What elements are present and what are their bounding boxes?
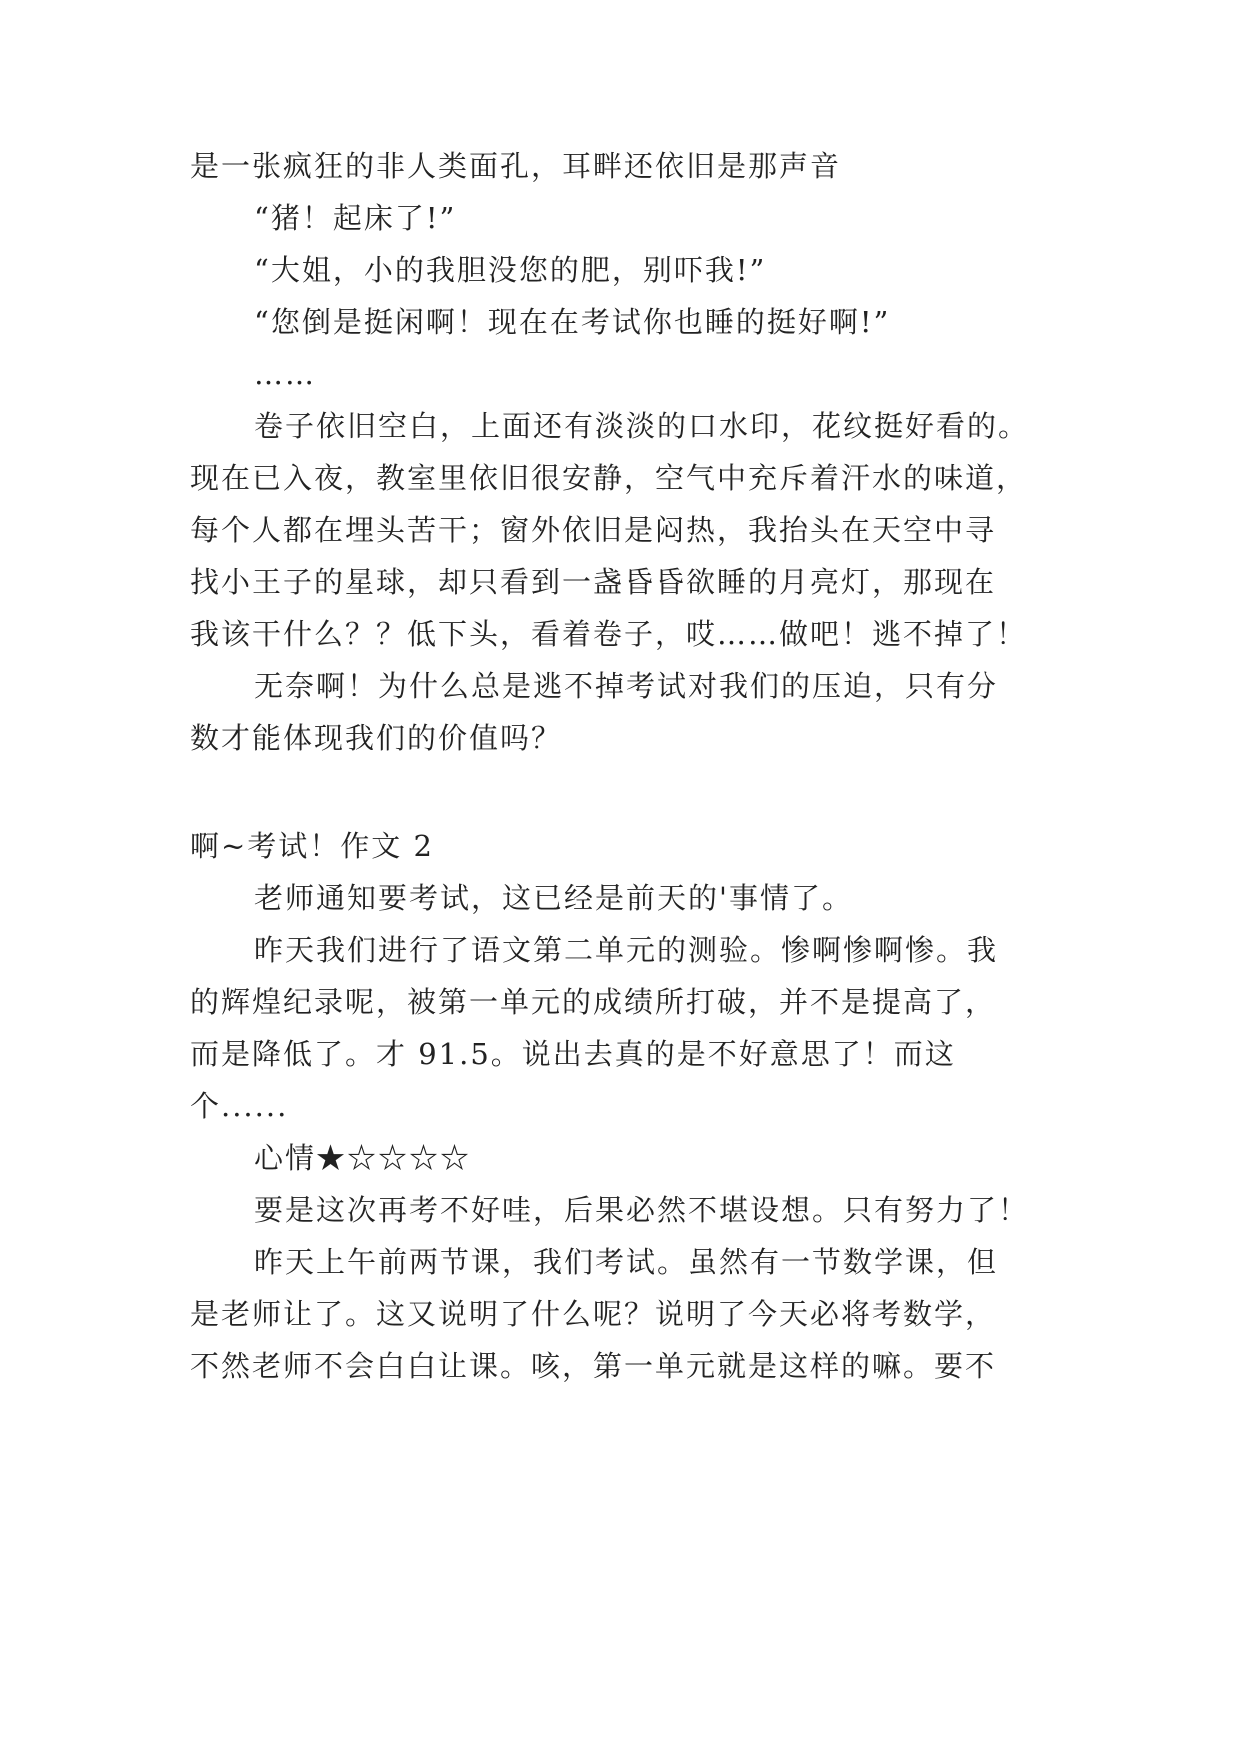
paragraph-line: 现在已入夜，教室里依旧很安静，空气中充斥着汗水的味道，	[190, 461, 1028, 495]
paragraph-line: 而是降低了。才 91.5。说出去真的是不好意思了！而这	[190, 1037, 956, 1071]
dialogue-line: “您倒是挺闲啊！现在在考试你也睡的挺好啊!”	[254, 305, 891, 339]
paragraph-line: 数才能体现我们的价值吗？	[190, 721, 563, 755]
ellipsis-line: ……	[254, 357, 316, 391]
paragraph-line: 无奈啊！为什么总是逃不掉考试对我们的压迫，只有分	[254, 669, 999, 703]
dialogue-line: “大姐，小的我胆没您的肥，别吓我!”	[254, 253, 767, 287]
paragraph-line: 老师通知要考试，这已经是前天的'事情了。	[254, 881, 853, 915]
paragraph-line: 卷子依旧空白，上面还有淡淡的口水印，花纹挺好看的。	[254, 409, 1030, 443]
paragraph-line: 每个人都在埋头苦干；窗外依旧是闷热，我抬头在天空中寻	[190, 513, 997, 547]
paragraph-line: 的辉煌纪录呢，被第一单元的成绩所打破，并不是提高了，	[190, 985, 997, 1019]
paragraph-line: 要是这次再考不好哇，后果必然不堪设想。只有努力了！	[254, 1193, 1030, 1227]
essay-heading: 啊~考试！作文 2	[190, 829, 434, 863]
paragraph-line: 是老师让了。这又说明了什么呢？说明了今天必将考数学，	[190, 1297, 997, 1331]
paragraph-line: 是一张疯狂的非人类面孔，耳畔还依旧是那声音	[190, 149, 842, 183]
paragraph-line: 昨天上午前两节课，我们考试。虽然有一节数学课，但	[254, 1245, 999, 1279]
mood-rating-line: 心情★☆☆☆☆	[254, 1141, 472, 1175]
paragraph-line: 昨天我们进行了语文第二单元的测验。惨啊惨啊惨。我	[254, 933, 999, 967]
paragraph-line: 找小王子的星球，却只看到一盏昏昏欲睡的月亮灯，那现在	[190, 565, 997, 599]
dialogue-line: “猪！起床了!”	[254, 201, 457, 235]
paragraph-line: 个......	[190, 1089, 289, 1123]
paragraph-line: 我该干什么？？低下头，看着卷子，哎……做吧！逃不掉了！	[190, 617, 1028, 651]
paragraph-line: 不然老师不会白白让课。咳，第一单元就是这样的嘛。要不	[190, 1349, 997, 1383]
